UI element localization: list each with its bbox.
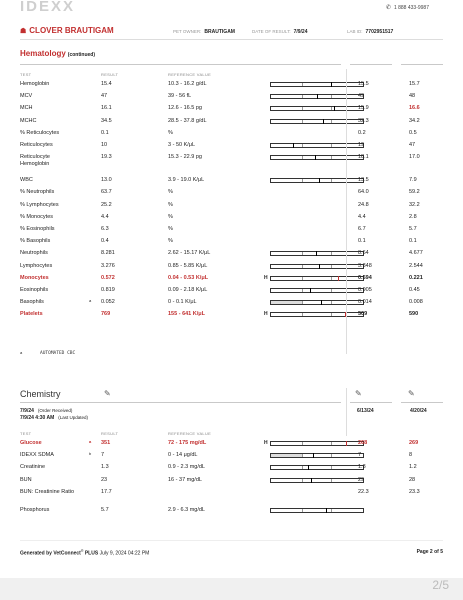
- hema-col-result: RESULT: [101, 72, 119, 77]
- range-marker: [293, 143, 294, 148]
- chem-col-test: TEST: [20, 431, 32, 436]
- test-name: Eosinophils: [20, 287, 49, 293]
- range-bar: [270, 82, 364, 87]
- prev-date-2: 4/20/24: [410, 408, 427, 414]
- hema-col-ref: REFERENCE VALUE: [168, 72, 212, 77]
- previous-result-2: 16.6: [409, 105, 420, 112]
- range-marker: [331, 82, 332, 87]
- table-row: [20, 263, 443, 274]
- test-result: 769: [101, 311, 111, 318]
- reference-value: %: [168, 238, 173, 245]
- reference-value: 0.85 - 5.85 K/μL: [168, 262, 208, 269]
- previous-result-2: 0.221: [409, 274, 423, 281]
- test-result: 15.4: [101, 81, 112, 87]
- previous-result-1: 0.594: [358, 274, 372, 281]
- previous-result-2: 4.677: [409, 250, 423, 257]
- previous-result-1: 0.905: [358, 287, 372, 293]
- table-row: [20, 250, 443, 261]
- previous-result-2: 23.3: [409, 488, 420, 495]
- previous-result-2: 0.008: [409, 299, 423, 306]
- reference-value: 0.04 - 0.53 K/μL: [168, 274, 209, 281]
- hematology-rule: [20, 64, 341, 65]
- range-bar: [270, 264, 364, 269]
- previous-result-1: 15.5: [358, 81, 369, 87]
- previous-result-1: 49: [358, 93, 365, 100]
- range-low-zone: [271, 313, 303, 316]
- table-row: [20, 105, 443, 116]
- range-low-zone: [271, 442, 303, 445]
- test-name: Phosphorus: [20, 506, 50, 513]
- previous-result-2: 17.0: [409, 154, 420, 161]
- test-result: 25.2: [101, 201, 112, 208]
- range-low-zone: [271, 301, 303, 304]
- reference-value: 0 - 14 μg/dL: [168, 452, 198, 459]
- report-topbar: [0, 0, 463, 18]
- reference-value: 12.6 - 16.5 pg: [168, 105, 202, 112]
- test-name: Lymphocytes: [20, 262, 53, 269]
- test-result: 63.7: [101, 189, 112, 196]
- test-name: Reticulocyte Hemoglobin: [20, 154, 50, 168]
- previous-result-1: 268: [358, 440, 368, 446]
- phone-icon: ✆: [385, 5, 391, 11]
- test-name: Creatinine: [20, 464, 46, 471]
- chemistry-rule-prev2: [401, 402, 443, 403]
- test-name: Reticulocytes: [20, 142, 53, 148]
- previous-result-2: 28: [409, 476, 416, 483]
- range-low-zone: [271, 466, 303, 469]
- reference-value: 39 - 56 fL: [168, 93, 192, 100]
- reference-value: 2.62 - 15.17 K/μL: [168, 250, 211, 257]
- test-result: 5.7: [101, 506, 109, 513]
- reference-value: 16 - 37 mg/dL: [168, 476, 202, 483]
- range-bar: [270, 94, 364, 99]
- previous-result-1: 7: [358, 452, 362, 459]
- range-marker: [310, 288, 311, 293]
- pet-owner-value: BRAUTIGAM: [204, 29, 235, 35]
- reference-value: 2.9 - 6.3 mg/dL: [168, 506, 205, 513]
- previous-result-1: 0.2: [358, 129, 366, 136]
- reference-value: %: [168, 201, 173, 208]
- patient-name-text: CLOVER BRAUTIGAM: [29, 26, 114, 35]
- footnote-mark: a: [20, 350, 23, 355]
- footnote-ref: b: [89, 451, 92, 457]
- table-row: [20, 477, 443, 488]
- chem-col-result: RESULT: [101, 431, 119, 436]
- patient-name: [20, 26, 114, 35]
- table-row: [20, 226, 443, 237]
- table-row: [20, 214, 443, 225]
- date-value: 7/9/24: [293, 29, 308, 35]
- pet-owner: [173, 29, 235, 35]
- range-bar: [270, 155, 364, 160]
- previous-result-2: 59.2: [409, 189, 420, 196]
- range-marker: [311, 478, 312, 483]
- range-bar: [270, 178, 364, 183]
- range-marker: [319, 178, 320, 183]
- test-name: MCH: [20, 105, 33, 112]
- range-bar: [270, 106, 364, 111]
- test-result: 47: [101, 93, 108, 100]
- page-number: Page 2 of 5: [416, 549, 443, 555]
- previous-result-1: 0.014: [358, 299, 372, 306]
- test-name: % Monocytes: [20, 213, 54, 220]
- range-bar: [270, 119, 364, 124]
- range-bar: [270, 300, 364, 305]
- date-label: DATE OF RESULT:: [252, 29, 291, 34]
- previous-result-1: 1.3: [358, 464, 366, 471]
- test-name: Neutrophils: [20, 250, 48, 257]
- range-bar: [270, 453, 364, 458]
- hematology-rule-prev2: [401, 64, 443, 65]
- table-row: [20, 238, 443, 249]
- chemistry-title: Chemistry: [20, 389, 61, 399]
- reference-value: %: [168, 226, 173, 232]
- table-row: [20, 202, 443, 213]
- generated-plus: PLUS: [83, 550, 99, 557]
- reference-value: 10.3 - 16.2 g/dL: [168, 81, 207, 87]
- divider-2: [346, 388, 347, 436]
- table-row: [20, 81, 443, 92]
- range-marker: [315, 155, 316, 160]
- updated-date: 7/9/24 4:30 AM: [20, 415, 55, 421]
- previous-result-2: 5.7: [409, 226, 417, 232]
- previous-result-1: 32.3: [358, 117, 369, 124]
- test-result: 10: [101, 142, 108, 148]
- previous-result-1: 0.1: [358, 238, 366, 245]
- previous-result-2: 590: [409, 311, 419, 318]
- range-low-zone: [271, 454, 303, 457]
- test-result: 4.4: [101, 213, 109, 220]
- test-result: 0.052: [101, 299, 115, 306]
- test-name: % Eosinophils: [20, 226, 55, 232]
- range-marker: [313, 453, 314, 458]
- lab-id: [347, 29, 393, 35]
- registered-mark: ®: [80, 549, 84, 553]
- prev-date-1: 6/13/24: [357, 408, 374, 414]
- table-row: [20, 93, 443, 104]
- previous-result-1: 64.0: [358, 189, 369, 196]
- order-date: 7/9/24: [20, 408, 34, 414]
- reference-value: 3.9 - 19.0 K/μL: [168, 177, 205, 184]
- previous-result-2: 1.2: [409, 464, 417, 471]
- previous-result-1: 29: [358, 476, 365, 483]
- range-high-zone: [331, 509, 363, 512]
- generated-prefix: Generated by VetConnect: [20, 550, 81, 557]
- generated-date: July 9, 2024 04:22 PM: [99, 550, 150, 557]
- table-row: [20, 464, 443, 475]
- previous-result-2: 0.5: [409, 129, 417, 136]
- lab-id-value: 7702951517: [365, 29, 394, 35]
- previous-result-1: 19: [358, 142, 365, 148]
- edit-icon[interactable]: ✎: [104, 389, 111, 398]
- range-low-zone: [271, 83, 303, 86]
- order-note: (Order Received): [37, 408, 73, 413]
- table-row: [20, 440, 443, 451]
- test-result: 0.572: [101, 274, 115, 281]
- range-marker: [323, 119, 324, 124]
- previous-result-2: 34.2: [409, 117, 420, 124]
- test-name: MCV: [20, 93, 33, 100]
- test-result: 19.3: [101, 154, 112, 161]
- reference-value: %: [168, 213, 173, 220]
- test-name: % Reticulocytes: [20, 129, 60, 136]
- previous-result-2: 7.9: [409, 177, 417, 184]
- test-result: 13.0: [101, 177, 112, 184]
- range-marker: [321, 300, 322, 305]
- test-result: 351: [101, 440, 111, 446]
- range-low-zone: [271, 107, 303, 110]
- table-row: [20, 299, 443, 310]
- range-marker: [319, 264, 320, 269]
- range-marker: [326, 508, 327, 513]
- test-result: 0.1: [101, 129, 109, 136]
- previous-result-1: 6.7: [358, 226, 366, 232]
- range-low-zone: [271, 179, 303, 182]
- test-result: 1.3: [101, 464, 109, 471]
- test-result: 17.7: [101, 488, 112, 495]
- range-bar: [270, 508, 364, 513]
- edit-icon-prev1[interactable]: ✎: [355, 389, 362, 398]
- test-result: 0.819: [101, 287, 115, 293]
- previous-result-2: 269: [409, 440, 419, 446]
- previous-result-2: 0.45: [409, 287, 420, 293]
- previous-result-2: 47: [409, 142, 416, 148]
- range-low-zone: [271, 156, 303, 159]
- previous-result-2: 0.1: [409, 238, 417, 245]
- test-name: BUN: Creatinine Ratio: [20, 488, 75, 495]
- high-flag: H: [264, 440, 268, 446]
- range-bar: [270, 441, 364, 446]
- paw-icon: ☗: [20, 28, 27, 35]
- phone-text: 1 888 433-9987: [393, 5, 429, 11]
- reference-value: 3 - 50 K/μL: [168, 142, 196, 148]
- range-bar: [270, 312, 364, 317]
- range-marker: [338, 276, 339, 281]
- table-row: [20, 275, 443, 286]
- order-received: [20, 408, 72, 414]
- test-result: 8.281: [101, 250, 115, 257]
- phone-number: [386, 4, 429, 11]
- test-result: 16.1: [101, 105, 112, 112]
- footer-rule: [20, 540, 443, 541]
- high-flag: H: [264, 311, 268, 318]
- previous-result-2: 32.2: [409, 201, 420, 208]
- range-bar: [270, 143, 364, 148]
- range-low-zone: [271, 144, 303, 147]
- previous-result-1: 15.9: [358, 105, 369, 112]
- reference-value: 15.3 - 22.9 pg: [168, 154, 202, 161]
- previous-result-1: 18.1: [358, 154, 369, 161]
- test-name: IDEXX SDMA: [20, 452, 54, 459]
- previous-result-1: 22.3: [358, 488, 369, 495]
- table-row: [20, 287, 443, 298]
- previous-result-2: 15.7: [409, 81, 420, 87]
- test-name: Basophils: [20, 299, 44, 306]
- test-name: BUN: [20, 476, 32, 483]
- range-marker: [316, 251, 317, 256]
- range-low-zone: [271, 479, 303, 482]
- hema-col-test: TEST: [20, 72, 32, 77]
- test-name: MCHC: [20, 117, 37, 124]
- idexx-logo: IDEXX: [20, 0, 76, 14]
- previous-result-1: 13.5: [358, 177, 369, 184]
- previous-result-2: 2.544: [409, 262, 423, 269]
- test-result: 23: [101, 476, 108, 483]
- test-name: % Neutrophils: [20, 189, 55, 196]
- chem-col-ref: REFERENCE VALUE: [168, 431, 212, 436]
- reference-value: 72 - 175 mg/dL: [168, 440, 207, 446]
- high-flag: H: [264, 274, 268, 281]
- range-bar: [270, 288, 364, 293]
- table-row: [20, 118, 443, 129]
- test-name: % Lymphocytes: [20, 201, 59, 208]
- test-result: 7: [101, 452, 105, 459]
- test-result: 0.4: [101, 238, 109, 245]
- range-bar: [270, 251, 364, 256]
- table-row: [20, 452, 443, 463]
- range-low-zone: [271, 289, 303, 292]
- hematology-rule-prev1: [350, 64, 392, 65]
- hematology-title: [20, 49, 95, 58]
- range-bar: [270, 465, 364, 470]
- reference-value: 0.9 - 2.3 mg/dL: [168, 464, 205, 471]
- hematology-continued: (continued): [67, 52, 96, 58]
- edit-icon-prev2[interactable]: ✎: [408, 389, 415, 398]
- date-of-result: [252, 29, 308, 35]
- table-row: [20, 507, 443, 518]
- reference-value: 0.09 - 2.18 K/μL: [168, 287, 208, 293]
- chemistry-rule-prev1: [350, 402, 392, 403]
- previous-result-1: 4.4: [358, 213, 366, 220]
- range-marker: [317, 94, 318, 99]
- table-row: [20, 311, 443, 322]
- previous-result-2: 8: [409, 452, 413, 459]
- test-name: Hemoglobin: [20, 81, 50, 87]
- previous-result-2: 2.8: [409, 213, 417, 220]
- table-row: [20, 130, 443, 141]
- range-low-zone: [271, 265, 303, 268]
- range-low-zone: [271, 277, 303, 280]
- table-row: [20, 154, 443, 168]
- footnote-text: AUTOMATED CBC: [40, 351, 76, 356]
- range-marker: [308, 465, 309, 470]
- pet-owner-label: PET OWNER:: [173, 29, 202, 34]
- hematology-title-text: Hematology: [20, 49, 66, 58]
- range-low-zone: [271, 509, 303, 512]
- reference-value: 155 - 641 K/μL: [168, 311, 205, 318]
- updated-note: (Last Updated): [58, 415, 89, 420]
- test-name: Glucose: [20, 440, 42, 446]
- lab-id-label: LAB ID:: [347, 29, 363, 34]
- last-updated: [20, 415, 88, 421]
- test-name: WBC: [20, 177, 33, 184]
- table-row: [20, 177, 443, 188]
- footnote-ref: a: [89, 439, 92, 444]
- test-name: % Basophils: [20, 238, 51, 245]
- range-bar: [270, 478, 364, 483]
- test-result: 6.3: [101, 226, 109, 232]
- reference-value: 0 - 0.1 K/μL: [168, 299, 197, 306]
- table-row: [20, 189, 443, 200]
- range-marker: [334, 106, 335, 111]
- reference-value: %: [168, 129, 173, 136]
- range-low-zone: [271, 120, 303, 123]
- test-result: 34.5: [101, 117, 112, 124]
- range-marker: [346, 441, 347, 446]
- previous-result-1: 24.8: [358, 201, 369, 208]
- chemistry-rule: [20, 402, 341, 403]
- previous-result-1: 509: [358, 311, 368, 318]
- footnote-ref: a: [89, 298, 92, 304]
- divider-1: [346, 69, 347, 354]
- reference-value: 28.5 - 37.8 g/dL: [168, 117, 207, 124]
- range-bar: [270, 276, 364, 281]
- report-footer: [20, 549, 443, 559]
- previous-result-1: 8.64: [358, 250, 369, 257]
- test-result: 3.276: [101, 262, 115, 269]
- previous-result-1: 3.348: [358, 262, 372, 269]
- range-low-zone: [271, 252, 303, 255]
- table-row: [20, 489, 443, 500]
- reference-value: %: [168, 189, 173, 196]
- test-name: Monocytes: [20, 274, 49, 281]
- range-low-zone: [271, 95, 303, 98]
- test-name: Platelets: [20, 311, 43, 318]
- patient-header: [20, 26, 443, 40]
- page-indicator: 2/5: [432, 578, 449, 592]
- table-row: [20, 142, 443, 153]
- previous-result-2: 48: [409, 93, 416, 100]
- generated-by: [20, 549, 149, 557]
